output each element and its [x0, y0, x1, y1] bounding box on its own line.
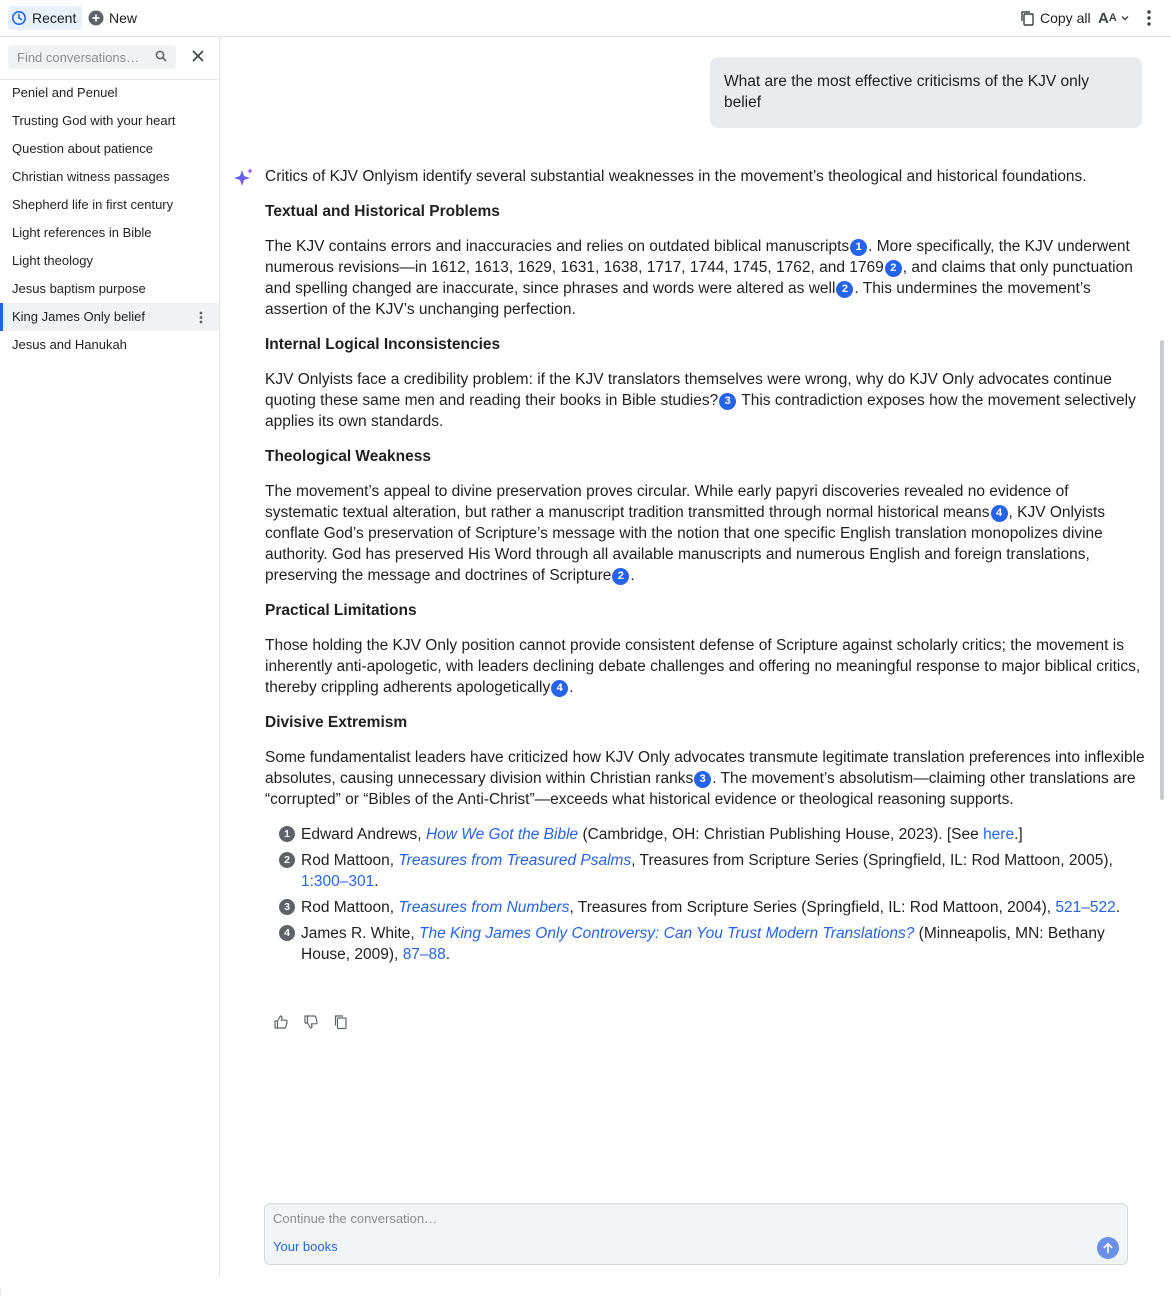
reference-item — [279, 824, 1145, 845]
reference-author: James R. White, — [301, 925, 419, 942]
conversation-title: Light references in Bible — [12, 225, 152, 240]
reference-page-link[interactable]: here — [983, 826, 1015, 843]
new-conversation-button[interactable] — [84, 6, 141, 30]
arrow-up-icon — [1102, 1242, 1114, 1254]
reference-end: . — [1115, 899, 1121, 916]
conversation-title: King James Only belief — [12, 309, 145, 324]
citation-badge[interactable]: 2 — [836, 281, 853, 298]
feedback-bar — [273, 1014, 348, 1030]
answer-sections — [265, 201, 1145, 810]
scrollbar[interactable] — [1160, 340, 1164, 800]
conversation-item[interactable] — [0, 275, 219, 303]
thumbs-down-icon[interactable] — [303, 1014, 319, 1030]
paragraph-text: The KJV contains errors and inaccuracies and relies on outdated biblical manuscripts — [265, 238, 850, 255]
citation-badge[interactable]: 1 — [850, 239, 867, 256]
conversation-title: Question about patience — [12, 141, 153, 156]
paragraph-text: . — [630, 567, 635, 584]
message-input[interactable] — [273, 1211, 1093, 1233]
reference-page-link[interactable]: 87–88 — [402, 946, 446, 963]
conversation-title: Light theology — [12, 253, 93, 268]
copy-all-button[interactable] — [1016, 6, 1095, 30]
conversation-item[interactable] — [0, 331, 219, 359]
recent-label: Recent — [32, 10, 77, 26]
reference-item — [279, 897, 1145, 918]
paragraph-text: , KJV Onlyists conflate God’s preservation of Scripture’s message with the notion that one specific English translation monopolizes divine authority. God has preserved His Word through all available manuscripts and numerous English and foreign translations, preserving the message and doctrines of Scripture — [265, 504, 1105, 584]
paragraph-text: The movement’s appeal to divine preservation proves circular. While early papyri discoveries revealed no evidence of systematic textual alteration, but rather a manuscript tradition transmitted through normal historical means — [265, 483, 1069, 521]
reference-end: .] — [1014, 826, 1023, 843]
search-icon[interactable] — [155, 50, 167, 62]
reference-details: , Treasures from Scripture Series (Springfield, IL: Rod Mattoon, 2005), — [631, 852, 1113, 869]
font-size-button[interactable]: A A — [1094, 6, 1134, 30]
copy-all-label: Copy all — [1040, 10, 1091, 26]
reference-list — [265, 824, 1145, 965]
reference-title-link[interactable]: Treasures from Numbers — [398, 899, 570, 916]
chevron-down-icon — [1120, 13, 1130, 23]
citation-badge[interactable]: 4 — [991, 505, 1008, 522]
reference-number: 2 — [279, 852, 295, 868]
reference-item — [279, 850, 1145, 892]
conversation-item[interactable] — [0, 247, 219, 275]
paragraph-text: , and claims that only punctuation and spelling changed are inaccurate, since phrases and words were altered as well — [265, 259, 1133, 297]
conversation-title: Jesus baptism purpose — [12, 281, 146, 296]
reference-details: , Treasures from Scripture Series (Springfield, IL: Rod Mattoon, 2004), — [569, 899, 1056, 916]
section-paragraph — [265, 369, 1145, 432]
reference-number: 3 — [279, 899, 295, 915]
font-size-icon: A — [1098, 9, 1109, 27]
reference-title-link[interactable]: How We Got the Bible — [425, 826, 579, 843]
reference-number: 1 — [279, 826, 295, 842]
conversation-list — [0, 79, 219, 359]
composer — [264, 1203, 1128, 1265]
reference-details: (Minneapolis, MN: Bethany House, 2009), — [301, 925, 1105, 963]
reference-details: (Cambridge, OH: Christian Publishing House, 2023). [See — [578, 826, 984, 843]
reference-number: 4 — [279, 925, 295, 941]
section-heading: Theological Weakness — [265, 448, 431, 465]
sidebar — [0, 37, 220, 1277]
conversation-item[interactable] — [0, 135, 219, 163]
reference-author: Rod Mattoon, — [301, 852, 399, 869]
citation-badge[interactable]: 4 — [551, 680, 568, 697]
history-icon — [11, 10, 27, 26]
plus-circle-icon — [88, 10, 104, 26]
paragraph-text: KJV Onlyists face a credibility problem: if the KJV translators themselves were wrong, why do KJV Only advocates continue quoting these same men and reading their books in Bible studies? — [265, 371, 1112, 409]
assistant-answer — [265, 166, 1145, 970]
close-icon[interactable] — [191, 49, 205, 63]
user-message: What are the most effective criticisms of the KJV only belief — [710, 57, 1142, 128]
reference-end: . — [374, 873, 379, 890]
sidebar-resize-handle[interactable] — [0, 1286, 2, 1299]
reference-page-link[interactable]: 521–522 — [1055, 899, 1116, 916]
copy-answer-icon[interactable] — [333, 1014, 348, 1030]
reference-title-link[interactable]: The King James Only Controversy: Can You Trust Modern Translations? — [419, 925, 915, 942]
search-input[interactable] — [8, 50, 146, 65]
citation-badge[interactable]: 3 — [719, 393, 736, 410]
section-paragraph — [265, 481, 1145, 586]
section-paragraph — [265, 236, 1145, 320]
section-heading: Divisive Extremism — [265, 714, 408, 731]
conversation-title: Trusting God with your heart — [12, 113, 176, 128]
new-label: New — [109, 10, 138, 26]
citation-badge[interactable]: 2 — [885, 260, 902, 277]
conversation-menu-icon[interactable] — [199, 311, 203, 324]
reference-author: Rod Mattoon, — [301, 899, 399, 916]
paragraph-text: Those holding the KJV Only position cannot provide consistent defense of Scripture against scholarly critics; the movement is inherently anti-apologetic, with leaders declining debate challenges and offering no meaningful response to major biblical critics, thereby crippling adherents apologetically — [265, 637, 1141, 696]
search-box — [8, 45, 176, 69]
vertical-dots-icon — [1146, 9, 1152, 27]
conversation-title: Christian witness passages — [12, 169, 170, 184]
reference-page-link[interactable]: 1:300–301 — [301, 873, 375, 890]
ai-sparkle-icon — [233, 167, 255, 189]
thumbs-up-icon[interactable] — [273, 1014, 289, 1030]
conversation-item[interactable] — [0, 79, 219, 107]
your-books-link[interactable]: Your books — [273, 1239, 338, 1254]
section-paragraph — [265, 635, 1145, 698]
conversation-title: Shepherd life in first century — [12, 197, 174, 212]
conversation-item[interactable] — [0, 219, 219, 247]
answer-intro: Critics of KJV Onlyism identify several substantial weaknesses in the movement’s theological and historical foundations. — [265, 168, 1087, 185]
conversation-item[interactable] — [0, 303, 219, 331]
paragraph-text: Some fundamentalist leaders have criticized how KJV Only advocates transmute legitimate translation preferences into inflexible absolutes, causing unnecessary division within Christian ranks — [265, 749, 1145, 787]
conversation-item[interactable] — [0, 107, 219, 135]
more-options-button[interactable] — [1142, 6, 1161, 30]
citation-badge[interactable]: 3 — [694, 771, 711, 788]
reference-end: . — [445, 946, 451, 963]
citation-badge[interactable]: 2 — [612, 568, 629, 585]
conversation-title: Jesus and Hanukah — [12, 337, 127, 352]
section-heading: Textual and Historical Problems — [265, 203, 500, 220]
conversation-item[interactable] — [0, 163, 219, 191]
reference-item — [279, 923, 1145, 965]
top-bar — [0, 0, 1171, 37]
paragraph-text: This contradiction exposes how the movement selectively applies its own standards. — [265, 392, 1136, 430]
reference-title-link[interactable]: Treasures from Treasured Psalms — [398, 852, 632, 869]
recent-button[interactable] — [8, 6, 82, 30]
section-heading: Internal Logical Inconsistencies — [265, 336, 501, 353]
send-button[interactable] — [1097, 1237, 1119, 1259]
copy-icon — [1020, 10, 1035, 26]
section-heading: Practical Limitations — [265, 602, 417, 619]
paragraph-text: . The movement’s absolutism—claiming other translations are “corrupted” or “Bibles of the Anti-Christ”—exceeds what historical evidence or theological reasoning supports. — [265, 770, 1136, 808]
paragraph-text: . More specifically, the KJV underwent numerous revisions—in 1612, 1613, 1629, 1631, 1638, 1717, 1744, 1745, 1762, and 1769 — [265, 238, 1130, 276]
conversation-title: Peniel and Penuel — [12, 85, 118, 100]
reference-author: Edward Andrews, — [301, 826, 426, 843]
paragraph-text: . — [569, 679, 574, 696]
paragraph-text: . This undermines the movement’s assertion of the KJV’s unchanging perfection. — [265, 280, 1091, 318]
section-paragraph — [265, 747, 1145, 810]
conversation-item[interactable] — [0, 191, 219, 219]
chat-panel — [221, 37, 1171, 1277]
